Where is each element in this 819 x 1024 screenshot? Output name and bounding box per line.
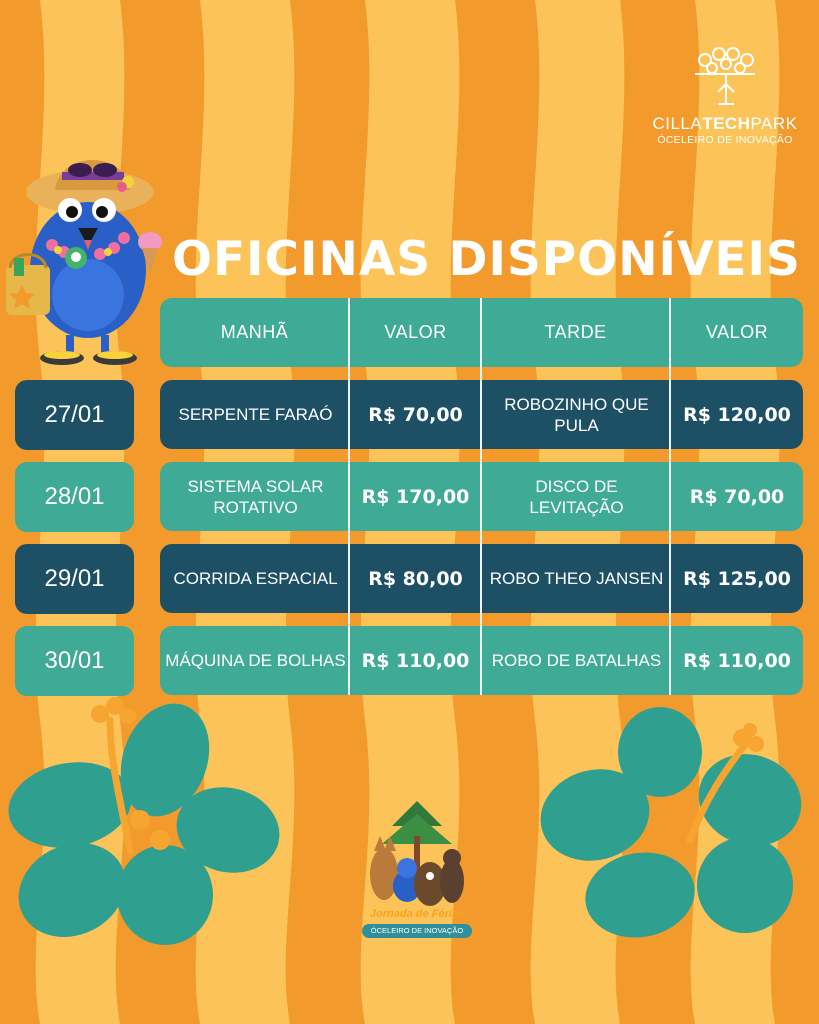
- morning-price: R$ 170,00: [361, 485, 470, 508]
- column-divider: [348, 298, 350, 695]
- page-title: OFICINAS DISPONÍVEIS: [172, 232, 801, 287]
- afternoon-price: R$ 120,00: [683, 403, 791, 426]
- column-divider: [480, 298, 482, 695]
- tree-circuit-icon: [685, 44, 765, 110]
- afternoon-workshop: ROBO DE BATALHAS: [491, 651, 662, 670]
- afternoon-workshop: ROBO THEO JANSEN: [489, 569, 664, 588]
- cillatechpark-logo: [645, 44, 805, 146]
- morning-workshop: CORRIDA ESPACIAL: [173, 569, 338, 588]
- brand-tagline: ÓCELEIRO DE INOVAÇÃO: [657, 134, 793, 146]
- header-afternoon-price: VALOR: [705, 322, 769, 342]
- afternoon-price: R$ 110,00: [683, 649, 791, 672]
- characters-icon: [352, 796, 482, 911]
- morning-workshop: MÁQUINA DE BOLHAS: [165, 651, 346, 670]
- morning-workshop: SERPENTE FARAÓ: [178, 405, 333, 424]
- jornada-de-ferias-logo: [352, 796, 482, 946]
- header-morning: MANHÃ: [220, 322, 289, 342]
- date-badge: 28/01: [15, 462, 134, 532]
- afternoon-price: R$ 70,00: [689, 485, 785, 508]
- brand-name: CILLATECHPARK: [652, 114, 798, 133]
- header-morning-price: VALOR: [384, 322, 447, 342]
- date-badge: 29/01: [15, 544, 134, 614]
- date-badge: 30/01: [15, 626, 134, 696]
- column-divider: [669, 298, 671, 695]
- afternoon-price: R$ 125,00: [683, 567, 791, 590]
- morning-price: R$ 70,00: [368, 403, 463, 426]
- afternoon-workshop: ROBOZINHO QUE PULA: [504, 394, 649, 435]
- hibiscus-flower-right: [530, 707, 814, 946]
- header-afternoon: TARDE: [544, 322, 607, 342]
- jornada-title: Jornada de Férias: [369, 908, 465, 920]
- date-badge: 27/01: [15, 380, 134, 450]
- morning-price: R$ 80,00: [368, 567, 463, 590]
- morning-workshop: SISTEMA SOLAR ROTATIVO: [187, 476, 324, 517]
- afternoon-workshop: DISCO DE LEVITAÇÃO: [529, 476, 624, 517]
- morning-price: R$ 110,00: [361, 649, 470, 672]
- jornada-tagline: ÓCELEIRO DE INOVAÇÃO: [362, 924, 472, 938]
